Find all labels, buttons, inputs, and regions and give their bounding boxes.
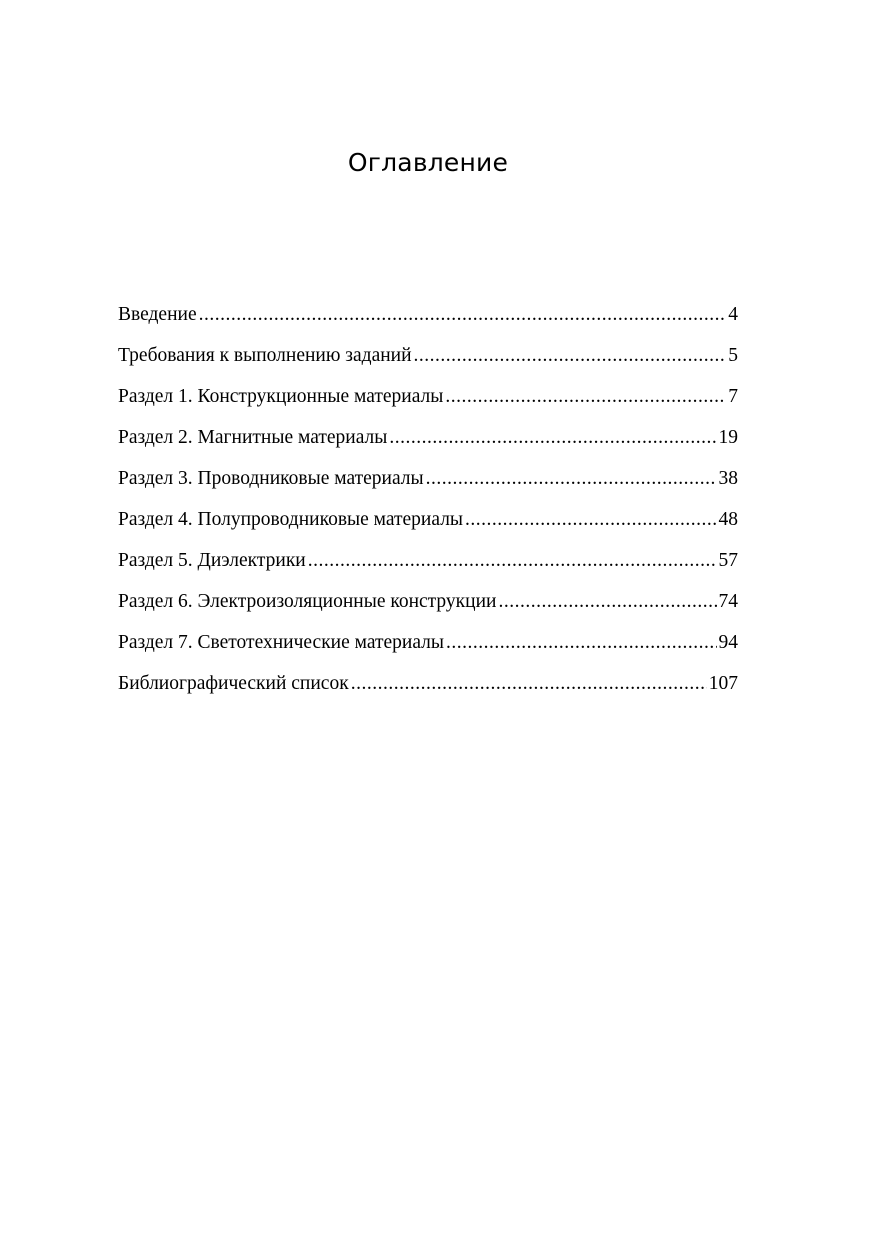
toc-entry-title: Раздел 6. Электроизоляционные конструкции — [118, 591, 497, 612]
table-of-contents — [118, 301, 738, 711]
toc-entry-section-2[interactable] — [118, 424, 738, 465]
toc-entry-title: Раздел 2. Магнитные материалы — [118, 427, 388, 448]
toc-entry-title: Требования к выполнению заданий — [118, 345, 412, 366]
toc-entry-section-6[interactable] — [118, 588, 738, 629]
toc-dot-leader — [465, 506, 716, 534]
toc-entry-title: Раздел 5. Диэлектрики — [118, 550, 306, 571]
toc-dot-leader — [414, 342, 727, 370]
toc-entry-title: Раздел 3. Проводниковые материалы — [118, 468, 424, 489]
toc-page-number: 74 — [718, 591, 738, 612]
toc-dot-leader — [445, 383, 726, 411]
toc-page-number: 19 — [718, 427, 738, 448]
toc-entry-title: Раздел 7. Светотехнические материалы — [118, 632, 445, 653]
toc-dot-leader — [498, 588, 716, 616]
toc-dot-leader — [446, 629, 716, 657]
toc-entry-requirements[interactable] — [118, 342, 738, 383]
toc-entry-section-3[interactable] — [118, 465, 738, 506]
toc-page-number: 57 — [718, 550, 738, 571]
toc-entry-introduction[interactable] — [118, 301, 738, 342]
toc-entry-title: Раздел 4. Полупроводниковые материалы — [118, 509, 464, 530]
toc-entry-title: Библиографический список — [118, 673, 349, 694]
page-title: Оглавление — [347, 148, 509, 177]
toc-page-number: 107 — [708, 673, 738, 694]
toc-dot-leader — [308, 547, 717, 575]
toc-dot-leader — [199, 301, 727, 329]
toc-page-number: 7 — [728, 386, 738, 407]
toc-entry-bibliography[interactable] — [118, 670, 738, 711]
toc-entry-section-5[interactable] — [118, 547, 738, 588]
toc-page-number: 4 — [728, 304, 738, 325]
toc-entry-section-7[interactable] — [118, 629, 738, 670]
toc-dot-leader — [351, 670, 707, 698]
toc-page-number: 48 — [718, 509, 738, 530]
toc-dot-leader — [389, 424, 716, 452]
toc-entry-title: Введение — [118, 304, 197, 325]
toc-entry-section-4[interactable] — [118, 506, 738, 547]
toc-page-number: 5 — [728, 345, 738, 366]
toc-entry-section-1[interactable] — [118, 383, 738, 424]
toc-page-number: 38 — [718, 468, 738, 489]
toc-dot-leader — [426, 465, 717, 493]
toc-page-number: 94 — [718, 632, 738, 653]
toc-entry-title: Раздел 1. Конструкционные материалы — [118, 386, 444, 407]
